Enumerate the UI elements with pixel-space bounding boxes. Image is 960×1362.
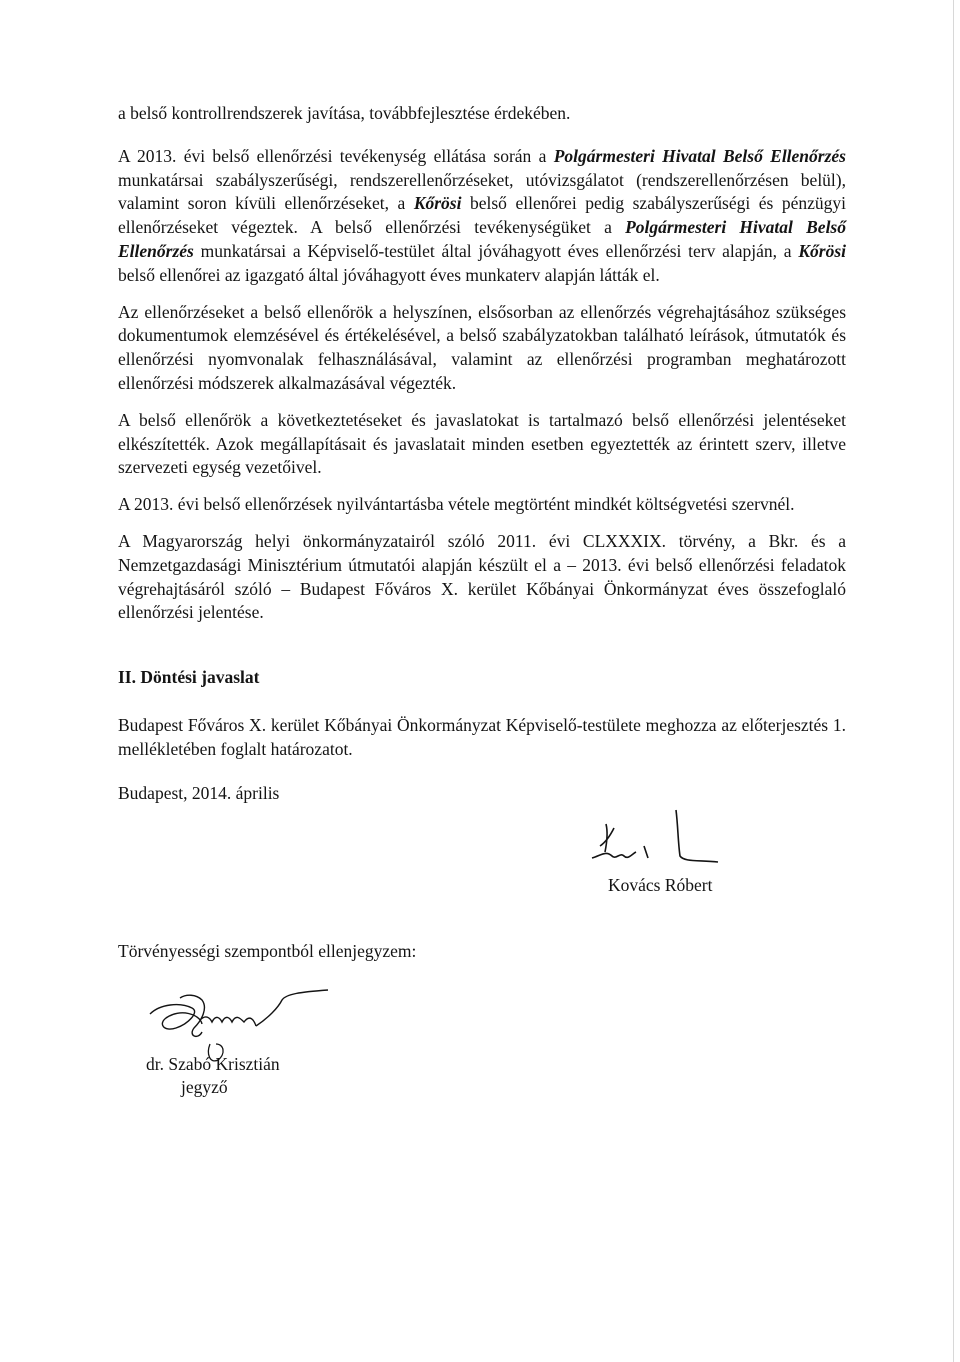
notary-title: jegyző xyxy=(181,1077,228,1097)
org-name-emphasis: Polgármesteri Hivatal Belső Ellenőrzés xyxy=(553,145,846,166)
org-name-emphasis: Polgármesteri Hivatal Belső Ellenőrzés xyxy=(118,217,846,261)
section-heading: II. Döntési javaslat xyxy=(118,667,260,688)
text-run: A 2013. évi belső ellenőrzési tevékenység ellátása során a xyxy=(118,145,554,166)
text-run: belső ellenőrei pedig szabályszerűségi és pénzügyi ellenőrzéseket végeztek. A belső ellenőrzési tevékenységüket a xyxy=(118,193,846,238)
paragraph-2013-activity xyxy=(118,145,846,288)
text-run: belső ellenőrei az igazgató által jóváhagyott éves munkaterv alapján látták el. xyxy=(118,264,660,285)
signature-kovacs-image xyxy=(578,806,758,876)
paragraph-reports: A belső ellenőrök a következtetéseket és javaslatokat is tartalmazó belső ellenőrzési jelentéseket elkészítették. Azok megállapításait és javaslatait minden esetben egyeztették az érintett szerv, illetve szervezeti egység vezetőivel. xyxy=(118,409,846,478)
signer-name: Kovács Róbert xyxy=(608,875,713,895)
paragraph-legal-basis: A Magyarország helyi önkormányzatairól szóló 2011. évi CLXXXIX. törvény, a Bkr. és a Nemzetgazdasági Minisztérium útmutatói alapján készült el a – 2013. évi belső ellenőrzési feladatok végrehajtásáról szóló – Budapest Főváros X. kerület Kőbányai Önkormányzat éves összefoglaló ellenőrzési jelentése. xyxy=(118,530,846,623)
notary-name: dr. Szabó Krisztián xyxy=(146,1054,280,1074)
paragraph-intro-continuation: a belső kontrollrendszerek javítása, továbbfejlesztése érdekében. xyxy=(118,103,571,123)
text-run: munkatársai a Képviselő-testület által jóváhagyott éves ellenőrzési terv alapján, a xyxy=(193,240,799,261)
countersign-label: Törvényességi szempontból ellenjegyzem: xyxy=(118,941,417,961)
paragraph-methods: Az ellenőrzéseket a belső ellenőrök a helyszínen, elsősorban az ellenőrzés végrehajtásához szükséges dokumentumok elemzésével és értékelésével, a belső szabályzatokban található leírások, útmutatók és ellenőrzési nyomvonalak felhasználásával, valamint az ellenőrzési programban meghatározott ellenőrzési módszerek alkalmazásával végezték. xyxy=(118,301,846,393)
org-name-emphasis: Kőrösi xyxy=(798,240,846,261)
paragraph-registration: A 2013. évi belső ellenőrzések nyilvántartásba vétele megtörtént mindkét költségvetési szervnél. xyxy=(118,494,795,515)
document-page xyxy=(118,102,846,806)
place-date: Budapest, 2014. április xyxy=(118,782,280,803)
scan-edge-line xyxy=(953,0,954,1362)
org-name-emphasis: Kőrösi xyxy=(413,193,462,214)
text-run: munkatársai szabályszerűségi, rendszerellenőrzéseket, utóvizsgálatot (rendszerellenőrzésen belül), valamint soron kívüli ellenőrzéseket, a xyxy=(118,169,846,214)
proposal-text: Budapest Főváros X. kerület Kőbányai Önkormányzat Képviselő-testülete meghozza az előterjesztés 1. mellékletében foglalt határozatot. xyxy=(118,715,846,759)
